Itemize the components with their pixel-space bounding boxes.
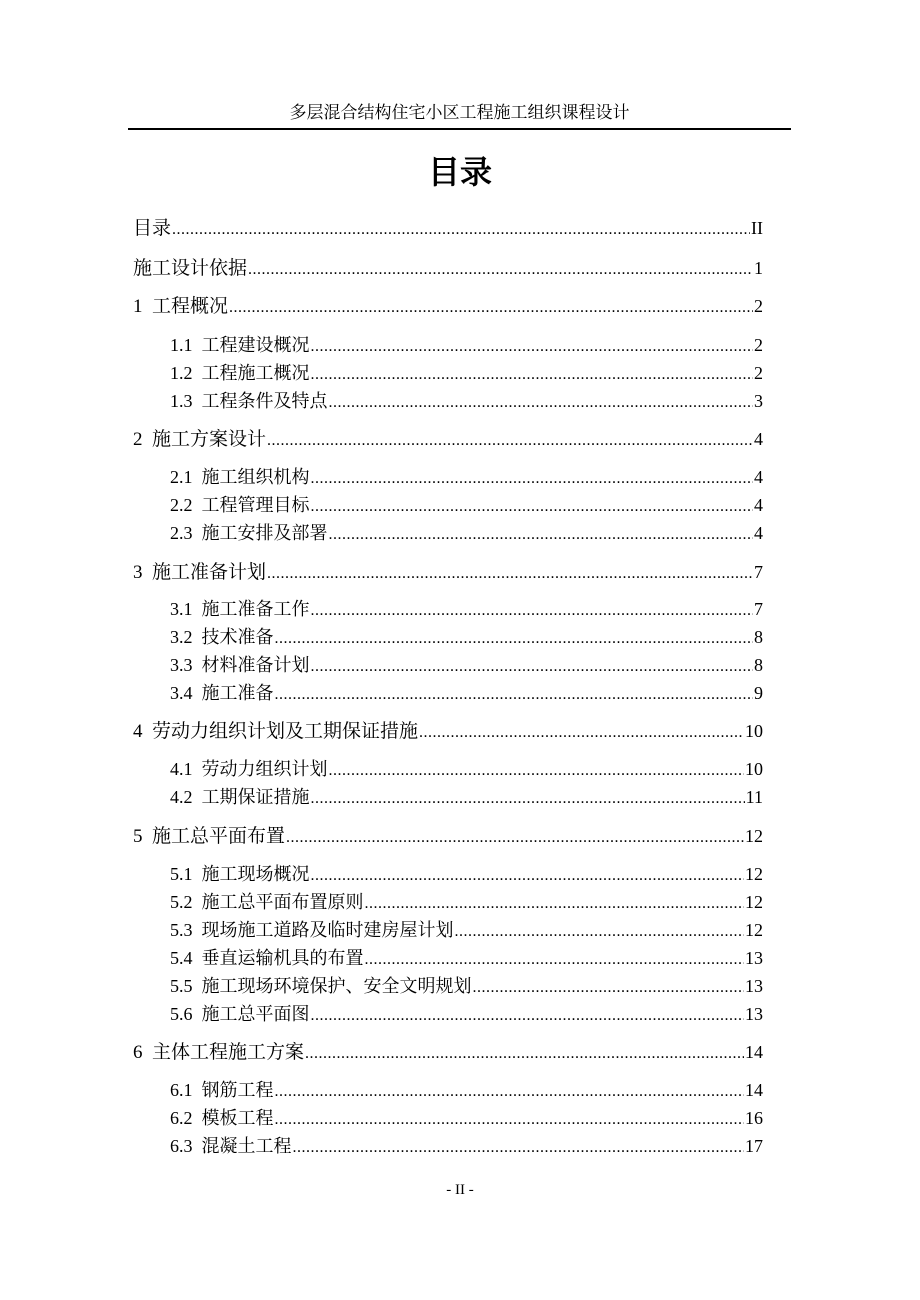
toc-entry[interactable] xyxy=(170,678,763,708)
toc-entry-page: 9 xyxy=(754,683,763,703)
toc-entry-label: 模板工程 xyxy=(201,1108,274,1129)
toc-entry-label: 钢筋工程 xyxy=(201,1080,274,1101)
toc-entry[interactable] xyxy=(170,887,763,917)
toc-entry-label: 施工设计依据 xyxy=(133,257,248,279)
toc-entry[interactable] xyxy=(133,424,763,454)
toc-entry[interactable] xyxy=(133,557,763,587)
toc-entry-label: 施工总平面图 xyxy=(201,1004,310,1025)
toc-entry[interactable] xyxy=(170,943,763,973)
toc-entry-page: 12 xyxy=(745,920,763,940)
toc-entry[interactable] xyxy=(170,859,763,889)
toc-entry-number: 3 xyxy=(133,562,152,583)
toc-entry[interactable] xyxy=(170,386,763,416)
toc-entry-number: 6.2 xyxy=(170,1108,202,1128)
toc-entry-page: 7 xyxy=(754,599,763,619)
toc-entry-number: 5.5 xyxy=(170,976,202,996)
toc-entry-page: 4 xyxy=(754,429,763,449)
toc-entry-page: 17 xyxy=(745,1136,763,1156)
toc-entry-number: 5.2 xyxy=(170,892,202,912)
toc-entry-label: 施工现场概况 xyxy=(201,864,310,885)
toc-entry[interactable] xyxy=(170,594,763,624)
toc-entry-label: 施工组织机构 xyxy=(201,467,310,488)
toc-dot-leader xyxy=(311,784,745,814)
toc-entry[interactable] xyxy=(133,253,763,283)
toc-entry-label: 施工总平面布置 xyxy=(152,825,286,847)
toc-entry-page: 2 xyxy=(754,363,763,383)
toc-entry[interactable] xyxy=(170,650,763,680)
toc-entry-page: 8 xyxy=(754,627,763,647)
page-title: 目录 xyxy=(427,153,492,191)
toc-entry[interactable] xyxy=(170,518,763,548)
toc-entry[interactable] xyxy=(170,622,763,652)
toc-dot-leader xyxy=(248,255,753,285)
toc-entry-page: 12 xyxy=(745,826,763,846)
toc-entry-page: 10 xyxy=(745,759,763,779)
toc-entry-number: 5.6 xyxy=(170,1004,202,1024)
toc-entry-page: 4 xyxy=(754,523,763,543)
toc-entry-number: 2.2 xyxy=(170,495,202,515)
toc-entry-page: 7 xyxy=(754,562,763,582)
toc-entry[interactable] xyxy=(170,915,763,945)
toc-entry-label: 劳动力组织计划及工期保证措施 xyxy=(152,720,419,742)
toc-entry-label: 施工安排及部署 xyxy=(201,523,328,544)
toc-entry-label: 材料准备计划 xyxy=(201,655,310,676)
toc-dot-leader xyxy=(267,559,753,589)
toc-entry[interactable] xyxy=(170,490,763,520)
toc-entry-label: 现场施工道路及临时建房屋计划 xyxy=(201,920,454,941)
toc-entry[interactable] xyxy=(133,821,763,851)
toc-dot-leader xyxy=(419,718,744,748)
toc-entry-page: 12 xyxy=(745,892,763,912)
toc-entry-page: 14 xyxy=(745,1080,763,1100)
toc-entry-page: 13 xyxy=(745,976,763,996)
toc-entry[interactable] xyxy=(133,291,763,321)
page-header: 多层混合结构住宅小区工程施工组织课程设计 xyxy=(128,98,791,130)
toc-dot-leader xyxy=(267,426,753,456)
toc-entry[interactable] xyxy=(170,782,763,812)
toc-entry-number: 6.3 xyxy=(170,1136,202,1156)
toc-entry-label: 技术准备 xyxy=(201,627,274,648)
toc-entry-label: 工程条件及特点 xyxy=(201,391,328,412)
toc-entry-number: 1.3 xyxy=(170,391,202,411)
toc-entry-page: 16 xyxy=(745,1108,763,1128)
toc-entry[interactable] xyxy=(170,1075,763,1105)
toc-dot-leader xyxy=(293,1133,745,1163)
toc-entry-number: 2.1 xyxy=(170,467,202,487)
toc-entry-label: 施工准备 xyxy=(201,683,274,704)
toc-entry-page: 2 xyxy=(754,296,763,316)
toc-entry-page: 14 xyxy=(745,1042,763,1062)
toc-entry-number: 4.2 xyxy=(170,787,202,807)
toc-entry-label: 工程建设概况 xyxy=(201,335,310,356)
toc-entry-label: 目录 xyxy=(133,217,172,239)
toc-entry-label: 劳动力组织计划 xyxy=(201,759,328,780)
toc-entry-number: 3.1 xyxy=(170,599,202,619)
toc-entry-number: 2.3 xyxy=(170,523,202,543)
toc-dot-leader xyxy=(311,1001,745,1031)
toc-entry[interactable] xyxy=(170,971,763,1001)
toc-entry-page: 13 xyxy=(745,948,763,968)
toc-entry[interactable] xyxy=(133,1037,763,1067)
toc-entry[interactable] xyxy=(170,754,763,784)
toc-entry-number: 4.1 xyxy=(170,759,202,779)
toc-entry-label: 施工准备工作 xyxy=(201,599,310,620)
toc-entry[interactable] xyxy=(133,213,763,243)
toc-entry-label: 施工现场环境保护、安全文明规划 xyxy=(201,976,472,997)
toc-entry-label: 混凝土工程 xyxy=(201,1136,292,1157)
toc-dot-leader xyxy=(275,680,754,710)
toc-entry-number: 5.4 xyxy=(170,948,202,968)
toc-entry-page: 2 xyxy=(754,335,763,355)
toc-dot-leader xyxy=(172,215,750,245)
toc-entry-page: 10 xyxy=(745,721,763,741)
toc-dot-leader xyxy=(305,1039,744,1069)
toc-entry-number: 6.1 xyxy=(170,1080,202,1100)
toc-entry-label: 工程施工概况 xyxy=(201,363,310,384)
toc-entry-number: 5 xyxy=(133,826,152,847)
toc-entry-number: 2 xyxy=(133,429,152,450)
toc-dot-leader xyxy=(229,293,753,323)
toc-entry-page: 4 xyxy=(754,467,763,487)
toc-entry-number: 1.1 xyxy=(170,335,202,355)
toc-dot-leader xyxy=(329,520,754,550)
toc-entry-number: 1.2 xyxy=(170,363,202,383)
toc-entry-page: 11 xyxy=(745,787,763,807)
toc-entry-page: 4 xyxy=(754,495,763,515)
toc-entry-label: 施工准备计划 xyxy=(152,561,267,583)
toc-entry-page: 13 xyxy=(745,1004,763,1024)
toc-entry-page: 1 xyxy=(754,258,763,278)
toc-entry[interactable] xyxy=(170,1131,763,1161)
toc-entry-label: 垂直运输机具的布置 xyxy=(201,948,364,969)
toc-entry-number: 4 xyxy=(133,721,152,742)
toc-entry-number: 6 xyxy=(133,1042,152,1063)
toc-entry-page: II xyxy=(751,218,763,238)
toc-entry[interactable] xyxy=(170,462,763,492)
toc-entry-number: 3.4 xyxy=(170,683,202,703)
toc-entry-label: 施工方案设计 xyxy=(152,428,267,450)
toc-entry[interactable] xyxy=(170,330,763,360)
toc-entry-page: 8 xyxy=(754,655,763,675)
toc-entry-page: 3 xyxy=(754,391,763,411)
toc-entry-label: 工程概况 xyxy=(152,295,229,317)
toc-entry-number: 5.1 xyxy=(170,864,202,884)
toc-entry[interactable] xyxy=(170,358,763,388)
toc-entry-number: 3.3 xyxy=(170,655,202,675)
toc-entry[interactable] xyxy=(170,1103,763,1133)
toc-entry-page: 12 xyxy=(745,864,763,884)
toc-entry-number: 1 xyxy=(133,296,152,317)
toc-entry-number: 3.2 xyxy=(170,627,202,647)
toc-entry-label: 工期保证措施 xyxy=(201,787,310,808)
toc-dot-leader xyxy=(286,823,744,853)
page-number: - II - xyxy=(446,1182,474,1198)
toc-entry-label: 主体工程施工方案 xyxy=(152,1041,305,1063)
toc-entry-number: 5.3 xyxy=(170,920,202,940)
toc-entry-label: 施工总平面布置原则 xyxy=(201,892,364,913)
toc-entry[interactable] xyxy=(170,999,763,1029)
toc-entry[interactable] xyxy=(133,716,763,746)
toc-dot-leader xyxy=(329,388,754,418)
toc-entry-label: 工程管理目标 xyxy=(201,495,310,516)
